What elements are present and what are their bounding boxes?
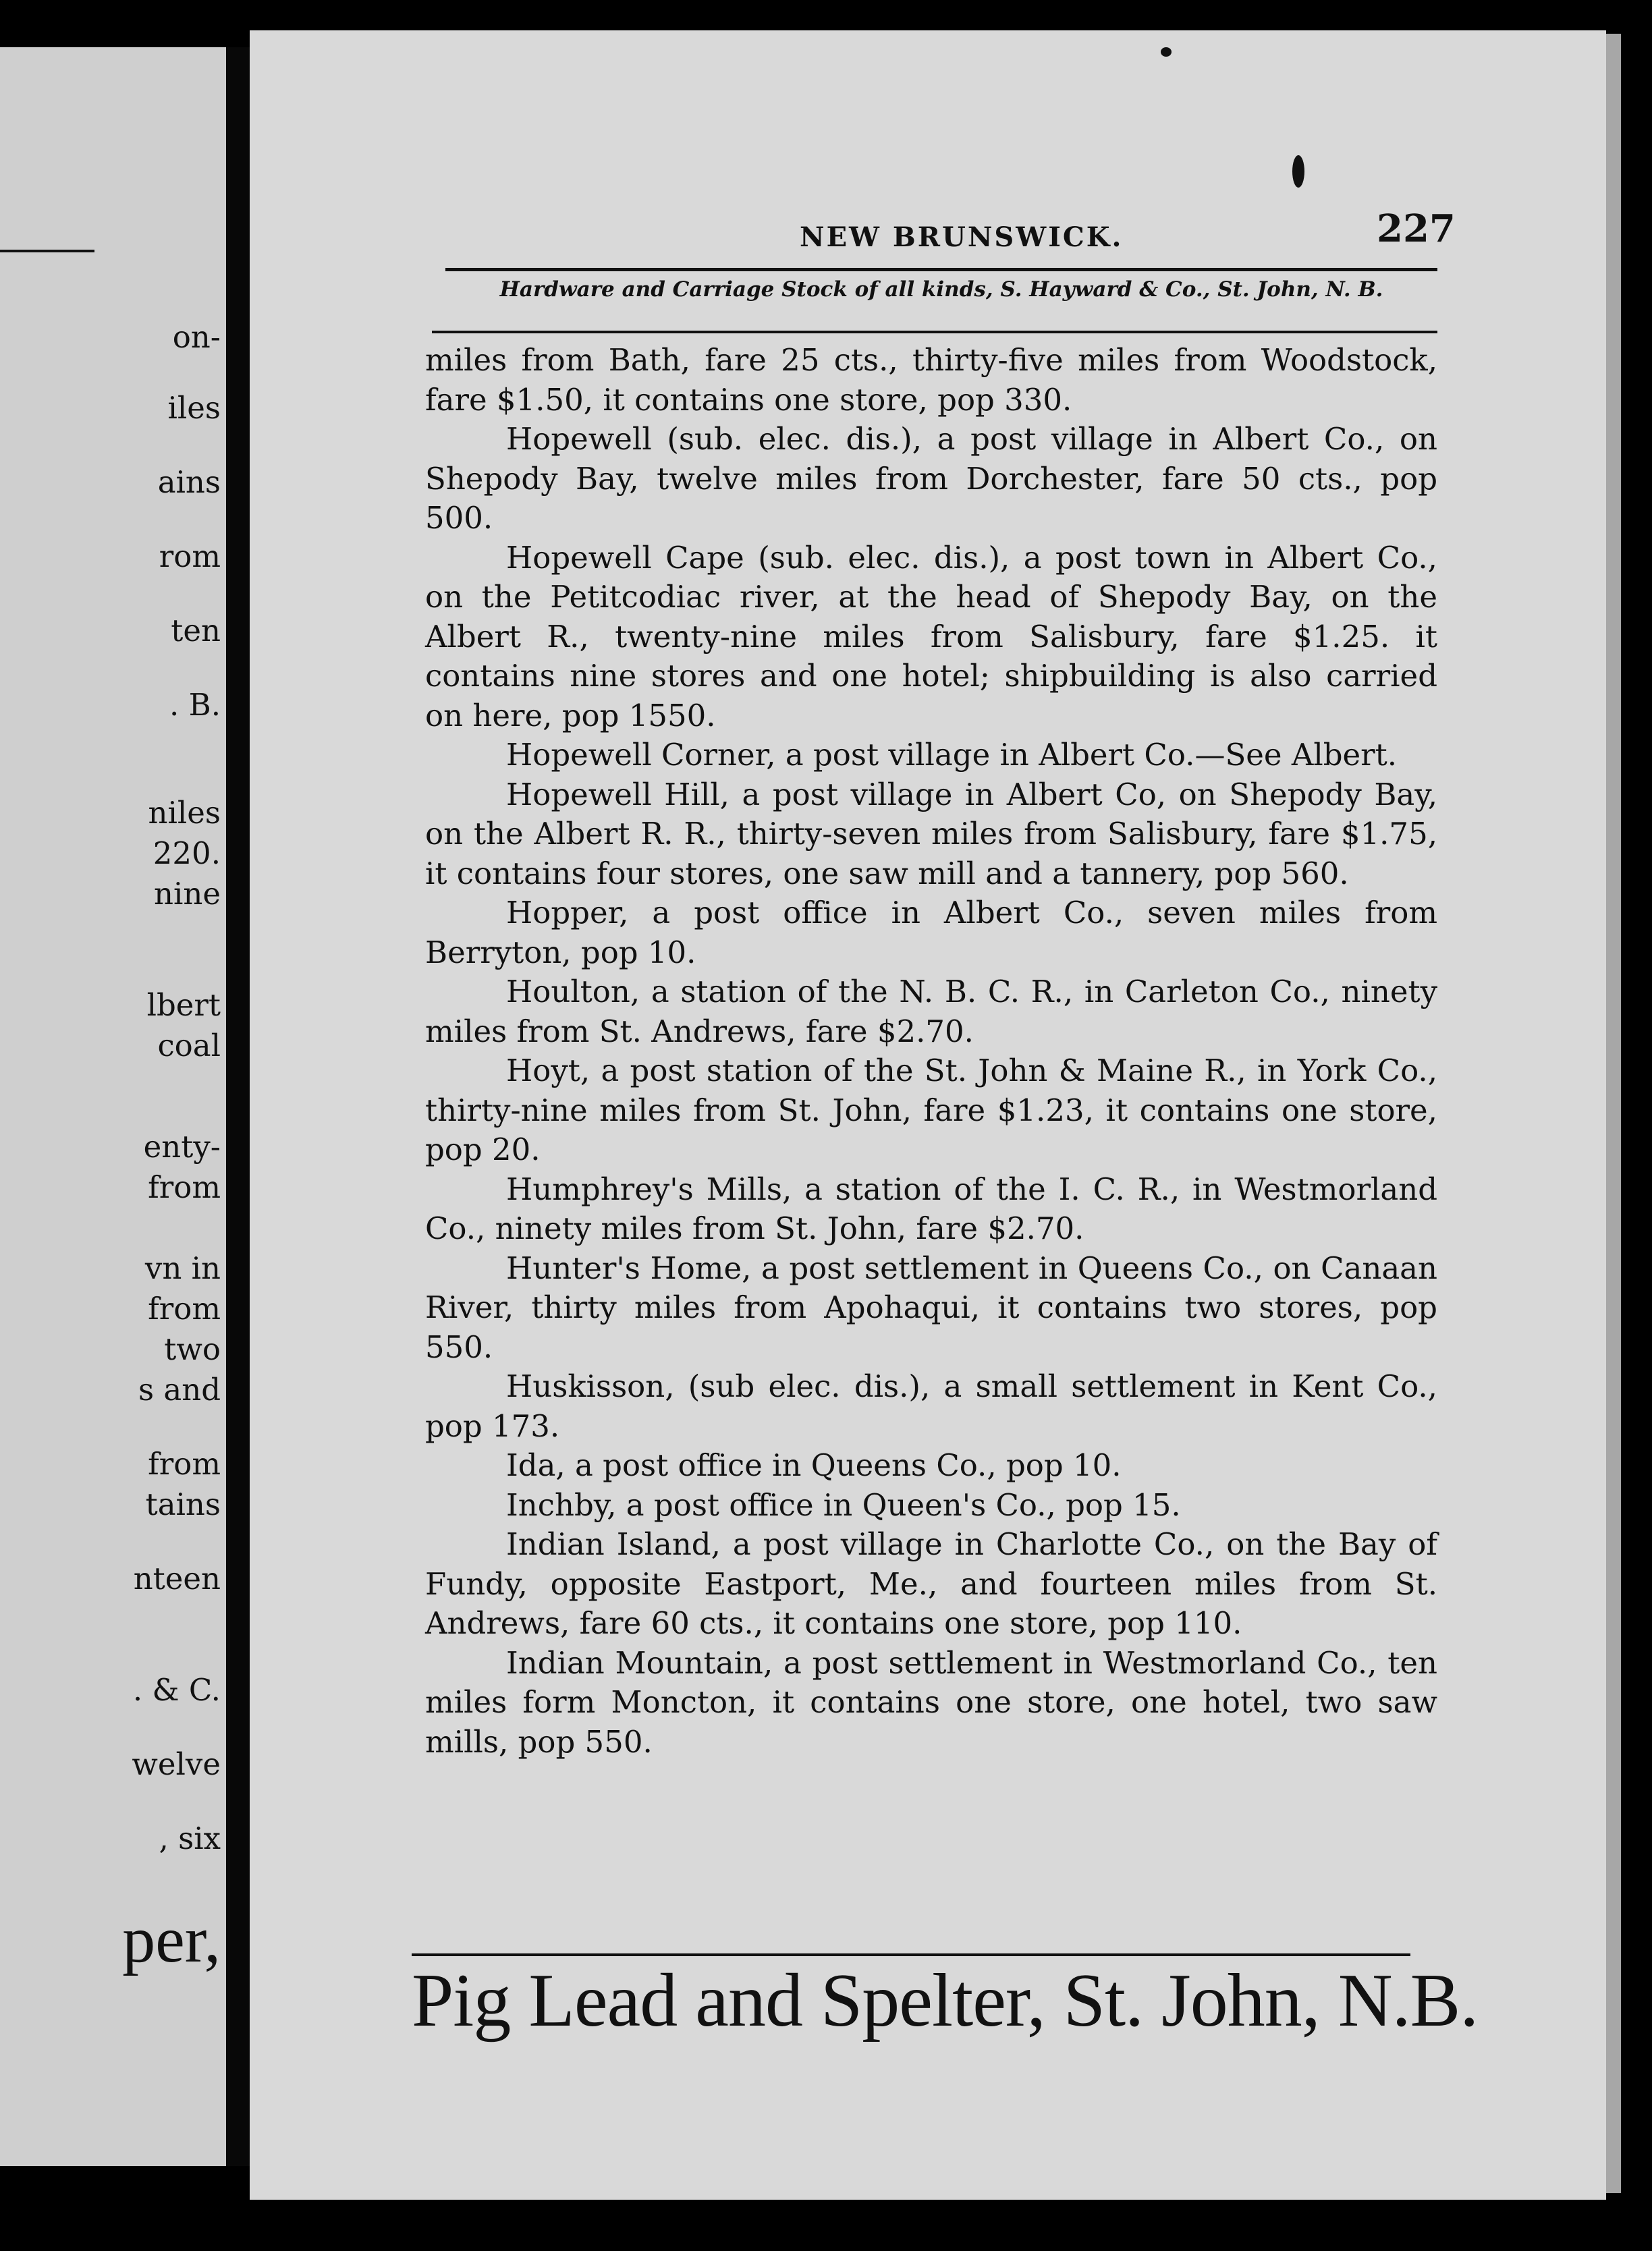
gazetteer-entry: Huskisson, (sub elec. dis.), a small settlement in Kent Co., pop 173. <box>425 1368 1437 1444</box>
book-gutter <box>226 47 250 2166</box>
gazetteer-entries <box>425 341 1437 1762</box>
running-head: NEW BRUNSWICK. <box>800 221 1124 253</box>
gazetteer-entry: Hopewell Cape (sub. elec. dis.), a post town in Albert Co., on the Petitcodiac river, at the head of Shepody Bay, on the Albert R., twenty-nine miles from Salisbury, fare $1.25. it contains nine stores and one hotel; shipbuilding is also carried on here, pop 1550. <box>425 539 1437 733</box>
left-fragment: tains <box>145 1486 221 1522</box>
page-header <box>250 202 1456 263</box>
page-speck <box>1292 155 1304 188</box>
page-speck <box>1161 47 1172 57</box>
gazetteer-entry: Hopewell Corner, a post village in Albert Co.—See Albert. <box>506 737 1398 773</box>
left-fragment: ains <box>157 464 221 500</box>
left-fragment: , six <box>159 1821 221 1856</box>
footer-advertisement: Pig Lead and Spelter, St. John, N.B. <box>412 1959 1479 2042</box>
page-number: 227 <box>1377 206 1456 251</box>
left-fragment: on- <box>172 319 221 355</box>
left-fragment: enty- <box>143 1129 221 1165</box>
gazetteer-entry: Hunter's Home, a post settlement in Queens Co., on Canaan River, thirty miles from Apohaqui, it contains two stores, pop 550. <box>425 1250 1437 1365</box>
left-fragment: . & C. <box>132 1672 221 1708</box>
left-fragment: coal <box>157 1028 221 1063</box>
gazetteer-entry: Humphrey's Mills, a station of the I. C. R., in Westmorland Co., ninety miles from St. John, fare $2.70. <box>425 1171 1437 1246</box>
header-rule <box>445 268 1437 271</box>
gazetteer-entry: Indian Island, a post village in Charlotte Co., on the Bay of Fundy, opposite Eastport, Me., and fourteen miles from St. Andrews, fare 60 cts., it contains one store, pop 110. <box>425 1526 1437 1641</box>
left-fragment: 220. <box>153 835 221 871</box>
footer-rule <box>412 1953 1410 1956</box>
header-advertisement: Hardware and Carriage Stock of all kinds, S. Hayward & Co., St. John, N. B. <box>499 277 1383 302</box>
left-fragment: iles <box>167 390 221 426</box>
left-fragment: . B. <box>169 687 221 723</box>
left-facing-page <box>0 47 226 2166</box>
header-rule <box>432 331 1437 333</box>
gazetteer-entry: Houlton, a station of the N. B. C. R., in Carleton Co., ninety miles from St. Andrews, fare $2.70. <box>425 974 1437 1049</box>
left-fragment: from <box>148 1446 221 1482</box>
left-page-rule <box>0 250 94 252</box>
left-fragment: niles <box>148 795 221 831</box>
gazetteer-entry: Hopewell Hill, a post village in Albert Co, on Shepody Bay, on the Albert R. R., thirty-seven miles from Salisbury, fare $1.75, it contains four stores, one saw mill and a tannery, pop 560. <box>425 776 1437 891</box>
left-fragment: rom <box>159 538 221 574</box>
page-edge <box>1606 34 1621 2193</box>
gazetteer-entry: Ida, a post office in Queens Co., pop 10. <box>506 1447 1122 1483</box>
gazetteer-entry: Hopper, a post office in Albert Co., seven miles from Berryton, pop 10. <box>425 895 1437 970</box>
left-fragment: from <box>148 1169 221 1205</box>
book-page <box>250 30 1606 2200</box>
left-fragment: ten <box>171 613 221 648</box>
left-fragment: from <box>148 1291 221 1327</box>
left-fragment: welve <box>132 1746 221 1782</box>
left-fragment: per, <box>122 1903 221 1976</box>
gazetteer-entry: Hoyt, a post station of the St. John & Maine R., in York Co., thirty-nine miles from St. John, fare $1.23, it contains one store, pop 20. <box>425 1053 1437 1167</box>
left-fragment: lbert <box>146 987 221 1023</box>
left-fragment: nteen <box>133 1561 221 1596</box>
gazetteer-entry: Indian Mountain, a post settlement in Westmorland Co., ten miles form Moncton, it contains one store, one hotel, two saw mills, pop 550. <box>425 1644 1437 1760</box>
gazetteer-entry: miles from Bath, fare 25 cts., thirty-five miles from Woodstock, fare $1.50, it contains one store, pop 330. <box>425 342 1437 418</box>
gazetteer-entry: Hopewell (sub. elec. dis.), a post village in Albert Co., on Shepody Bay, twelve miles from Dorchester, fare 50 cts., pop 500. <box>425 421 1437 536</box>
left-fragment: vn in <box>144 1250 221 1286</box>
left-fragment: two <box>164 1331 221 1367</box>
left-fragment: s and <box>138 1372 221 1408</box>
gazetteer-entry: Inchby, a post office in Queen's Co., pop 15. <box>506 1486 1181 1523</box>
left-fragment: nine <box>154 876 221 912</box>
